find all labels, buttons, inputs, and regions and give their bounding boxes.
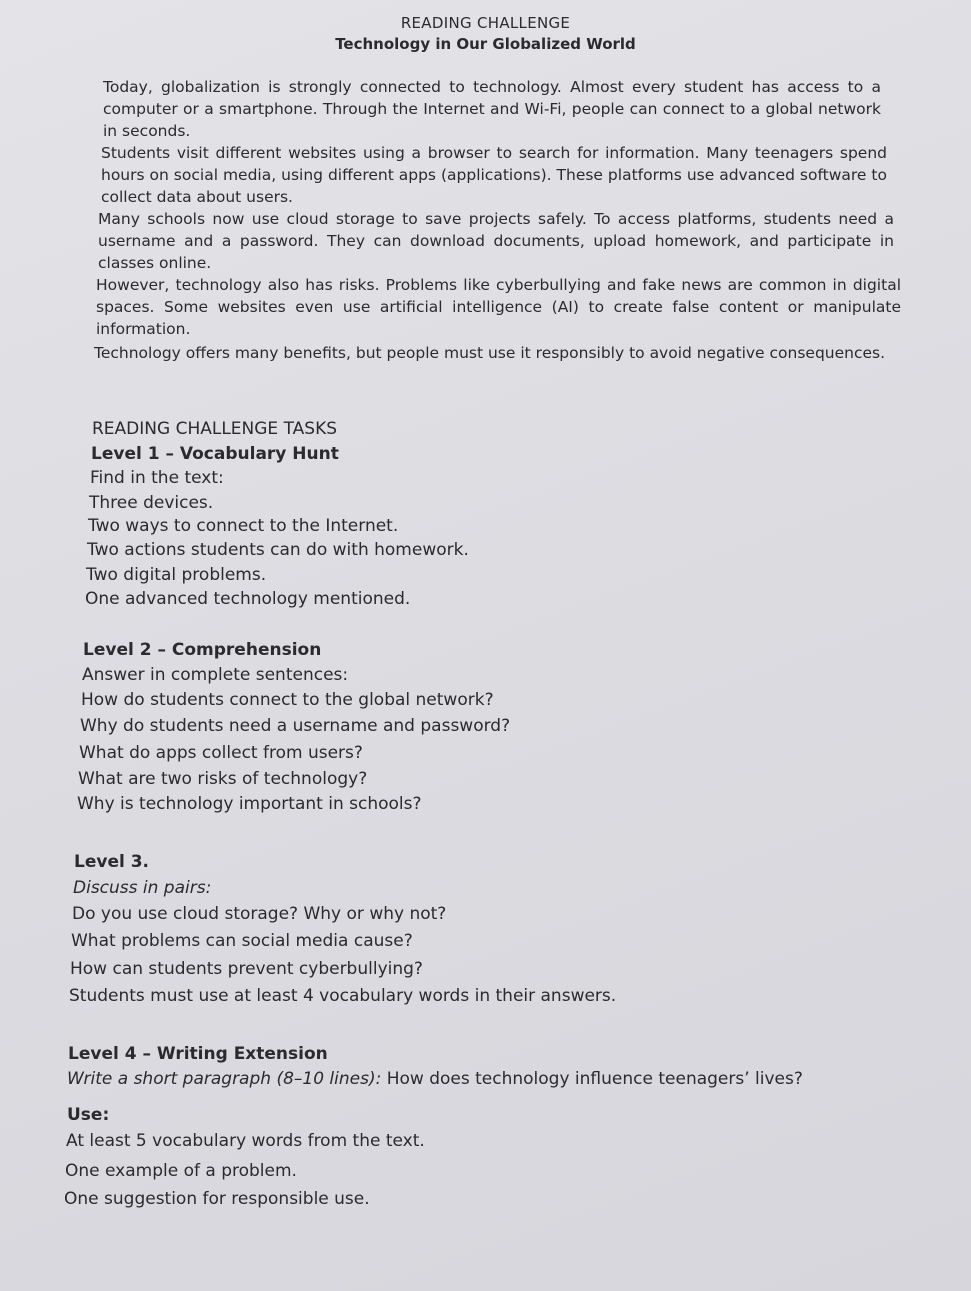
- level2-item: What do apps collect from users?: [79, 743, 363, 763]
- level2-title: Level 2 – Comprehension: [83, 640, 322, 660]
- level4-prompt-italic: Write a short paragraph (8–10 lines):: [67, 1069, 382, 1089]
- level2-item: How do students connect to the global network?: [81, 690, 494, 710]
- level1-item: Two digital problems.: [86, 565, 267, 585]
- level1-item: One advanced technology mentioned.: [85, 589, 411, 609]
- paragraph-4: However, technology also has risks. Problems like cyberbullying and fake news are common in digital spaces. Some websites even use artificial intelligence (AI) to create false content or manipulate information.: [96, 276, 901, 338]
- paragraph-3: Many schools now use cloud storage to save projects safely. To access platforms, students need a username and a password. They can download documents, upload homework, and participate in classes online.: [98, 210, 894, 272]
- level1-title: Level 1 – Vocabulary Hunt: [91, 444, 339, 464]
- level3-title: Level 3.: [74, 852, 150, 872]
- level4-prompt: [67, 1069, 803, 1089]
- level3-item: Students must use at least 4 vocabulary words in their answers.: [69, 986, 617, 1006]
- level3-item: What problems can social media cause?: [71, 931, 413, 951]
- level4-item: At least 5 vocabulary words from the text.: [66, 1131, 425, 1151]
- level1-item: Three devices.: [89, 493, 214, 513]
- tasks-heading: READING CHALLENGE TASKS: [92, 419, 338, 439]
- paragraph-5: Technology offers many benefits, but people must use it responsibly to avoid negative consequences.: [94, 344, 886, 362]
- level2-item: What are two risks of technology?: [78, 769, 368, 789]
- level2-item: Why do students need a username and password?: [80, 716, 511, 736]
- paragraph-2: Students visit different websites using a browser to search for information. Many teenagers spend hours on social media, using different apps (applications). These platforms use advanced software to collect data about users.: [101, 144, 887, 206]
- level2-intro: Answer in complete sentences:: [82, 665, 349, 685]
- level1-item: Two ways to connect to the Internet.: [88, 516, 399, 536]
- level2-item: Why is technology important in schools?: [77, 794, 422, 814]
- paragraph-1: Today, globalization is strongly connected to technology. Almost every student has access to a computer or a smartphone. Through the Internet and Wi-Fi, people can connect to a global network in seconds.: [103, 78, 881, 140]
- level4-item: One example of a problem.: [65, 1161, 297, 1181]
- level3-item: How can students prevent cyberbullying?: [70, 959, 423, 979]
- level4-title: Level 4 – Writing Extension: [68, 1044, 328, 1064]
- document-title: READING CHALLENGE: [400, 14, 571, 32]
- level3-item: Do you use cloud storage? Why or why not?: [72, 904, 447, 924]
- level1-item: Two actions students can do with homework.: [87, 540, 469, 560]
- document-subtitle: Technology in Our Globalized World: [335, 35, 636, 53]
- level4-prompt-question: How does technology influence teenagers’ lives?: [381, 1069, 803, 1089]
- level3-intro: Discuss in pairs:: [73, 878, 212, 898]
- level4-item: One suggestion for responsible use.: [64, 1189, 370, 1209]
- level1-intro: Find in the text:: [90, 468, 224, 488]
- level4-use-label: Use:: [67, 1105, 110, 1125]
